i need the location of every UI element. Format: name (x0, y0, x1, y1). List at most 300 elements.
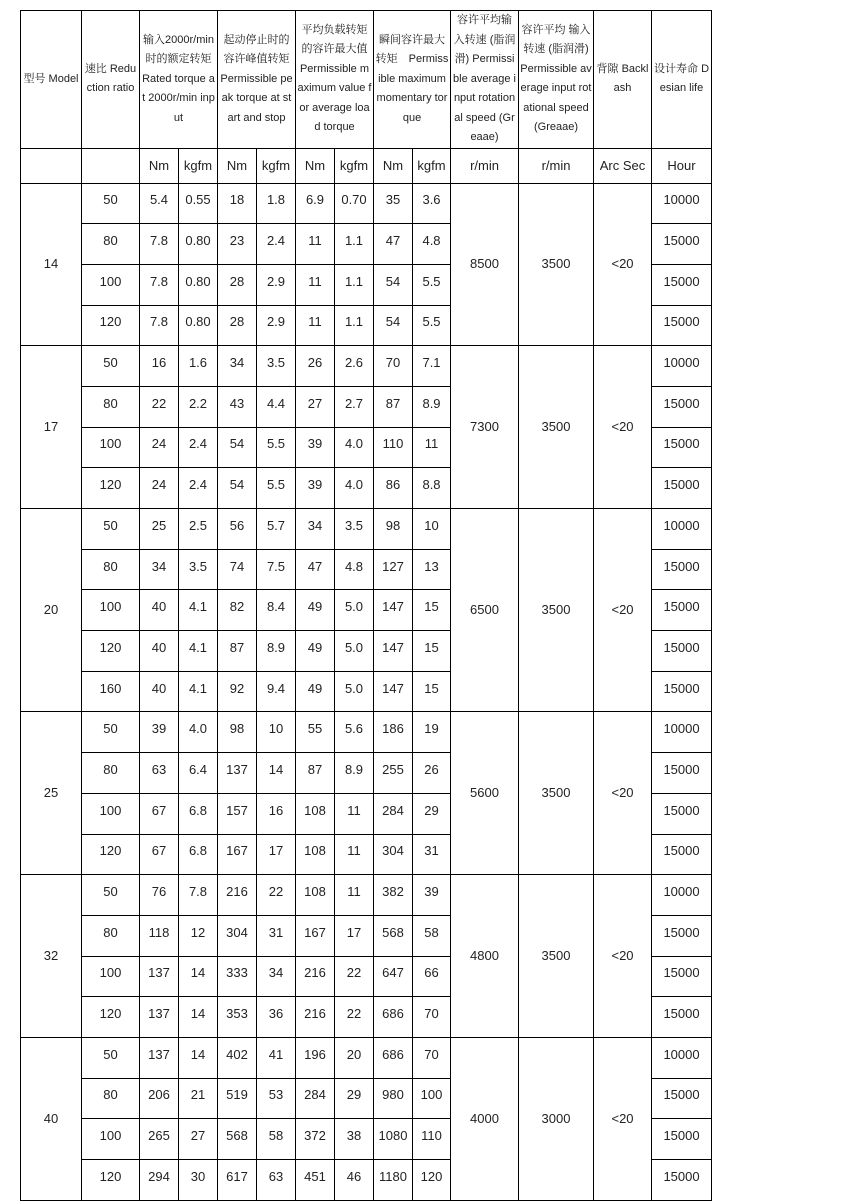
avg-kgfm-cell: 4.8 (335, 549, 374, 590)
mom-nm-cell: 980 (374, 1078, 413, 1119)
avg-kgfm-cell: 22 (335, 997, 374, 1038)
mom-nm-cell: 147 (374, 631, 413, 672)
speed1-cell: 7300 (451, 346, 519, 509)
unit-life: Hour (652, 148, 712, 183)
ratio-cell: 120 (82, 1160, 140, 1201)
design-life-cell: 15000 (652, 1160, 712, 1201)
peak-nm-cell: 18 (218, 183, 257, 224)
backlash-cell: <20 (594, 875, 652, 1038)
unit-backlash: Arc Sec (594, 148, 652, 183)
table-row (21, 346, 712, 387)
rated-kgfm-cell: 2.4 (179, 468, 218, 509)
header-rated-torque: 输入2000r/min 时的额定转矩 Rated torque at 2000r/min input (140, 11, 218, 149)
rated-nm-cell: 265 (140, 1119, 179, 1160)
avg-kgfm-cell: 17 (335, 915, 374, 956)
avg-kgfm-cell: 29 (335, 1078, 374, 1119)
design-life-cell: 15000 (652, 427, 712, 468)
ratio-cell: 100 (82, 1119, 140, 1160)
header-row (21, 11, 712, 149)
mom-nm-cell: 147 (374, 671, 413, 712)
design-life-cell: 15000 (652, 468, 712, 509)
peak-kgfm-cell: 8.4 (257, 590, 296, 631)
avg-nm-cell: 451 (296, 1160, 335, 1201)
rated-nm-cell: 25 (140, 509, 179, 550)
rated-nm-cell: 67 (140, 834, 179, 875)
design-life-cell: 10000 (652, 712, 712, 753)
peak-kgfm-cell: 2.4 (257, 224, 296, 265)
ratio-cell: 100 (82, 956, 140, 997)
mom-kgfm-cell: 10 (413, 509, 451, 550)
peak-kgfm-cell: 2.9 (257, 264, 296, 305)
mom-nm-cell: 382 (374, 875, 413, 916)
peak-nm-cell: 304 (218, 915, 257, 956)
unit-peak-kgfm: kgfm (257, 148, 296, 183)
peak-nm-cell: 333 (218, 956, 257, 997)
ratio-cell: 120 (82, 997, 140, 1038)
peak-nm-cell: 28 (218, 264, 257, 305)
rated-kgfm-cell: 2.2 (179, 386, 218, 427)
mom-kgfm-cell: 58 (413, 915, 451, 956)
mom-nm-cell: 87 (374, 386, 413, 427)
ratio-cell: 160 (82, 671, 140, 712)
ratio-cell: 80 (82, 753, 140, 794)
rated-kgfm-cell: 27 (179, 1119, 218, 1160)
peak-nm-cell: 98 (218, 712, 257, 753)
speed2-cell: 3500 (519, 712, 594, 875)
mom-kgfm-cell: 7.1 (413, 346, 451, 387)
avg-nm-cell: 196 (296, 1037, 335, 1078)
mom-kgfm-cell: 4.8 (413, 224, 451, 265)
avg-nm-cell: 372 (296, 1119, 335, 1160)
rated-kgfm-cell: 14 (179, 956, 218, 997)
rated-nm-cell: 22 (140, 386, 179, 427)
backlash-cell: <20 (594, 183, 652, 346)
mom-nm-cell: 147 (374, 590, 413, 631)
mom-kgfm-cell: 8.8 (413, 468, 451, 509)
avg-nm-cell: 34 (296, 509, 335, 550)
peak-nm-cell: 402 (218, 1037, 257, 1078)
avg-nm-cell: 26 (296, 346, 335, 387)
peak-kgfm-cell: 5.7 (257, 509, 296, 550)
unit-ratio (82, 148, 140, 183)
rated-kgfm-cell: 6.4 (179, 753, 218, 794)
backlash-cell: <20 (594, 346, 652, 509)
header-avg-input-speed-2: 容许平均 输入转速 (脂润滑) Permissible average input rotational speed (Greaae) (519, 11, 594, 149)
design-life-cell: 15000 (652, 1119, 712, 1160)
mom-kgfm-cell: 8.9 (413, 386, 451, 427)
model-cell: 17 (21, 346, 82, 509)
unit-speed-1: r/min (451, 148, 519, 183)
peak-nm-cell: 157 (218, 793, 257, 834)
mom-nm-cell: 686 (374, 1037, 413, 1078)
peak-kgfm-cell: 34 (257, 956, 296, 997)
rated-nm-cell: 34 (140, 549, 179, 590)
speed1-cell: 4000 (451, 1037, 519, 1200)
rated-nm-cell: 40 (140, 590, 179, 631)
rated-nm-cell: 137 (140, 956, 179, 997)
header-design-life: 设计寿命 Desian life (652, 11, 712, 149)
rated-kgfm-cell: 4.1 (179, 631, 218, 672)
rated-nm-cell: 5.4 (140, 183, 179, 224)
ratio-cell: 100 (82, 590, 140, 631)
design-life-cell: 10000 (652, 1037, 712, 1078)
avg-nm-cell: 216 (296, 956, 335, 997)
ratio-cell: 120 (82, 834, 140, 875)
rated-kgfm-cell: 4.1 (179, 671, 218, 712)
peak-nm-cell: 216 (218, 875, 257, 916)
peak-kgfm-cell: 10 (257, 712, 296, 753)
peak-nm-cell: 56 (218, 509, 257, 550)
ratio-cell: 100 (82, 427, 140, 468)
peak-kgfm-cell: 53 (257, 1078, 296, 1119)
mom-nm-cell: 255 (374, 753, 413, 794)
ratio-cell: 50 (82, 509, 140, 550)
table-row (21, 875, 712, 916)
header-avg-input-speed-1: 容许平均输入转速 (脂润滑) Permissible average input rotational speed (Greaae) (451, 11, 519, 149)
avg-nm-cell: 167 (296, 915, 335, 956)
mom-nm-cell: 186 (374, 712, 413, 753)
rated-kgfm-cell: 21 (179, 1078, 218, 1119)
ratio-cell: 50 (82, 712, 140, 753)
avg-kgfm-cell: 11 (335, 793, 374, 834)
rated-kgfm-cell: 1.6 (179, 346, 218, 387)
design-life-cell: 10000 (652, 875, 712, 916)
peak-kgfm-cell: 9.4 (257, 671, 296, 712)
mom-kgfm-cell: 19 (413, 712, 451, 753)
peak-nm-cell: 43 (218, 386, 257, 427)
mom-nm-cell: 1180 (374, 1160, 413, 1201)
peak-kgfm-cell: 36 (257, 997, 296, 1038)
speed2-cell: 3500 (519, 183, 594, 346)
avg-nm-cell: 49 (296, 590, 335, 631)
rated-kgfm-cell: 6.8 (179, 793, 218, 834)
rated-kgfm-cell: 12 (179, 915, 218, 956)
mom-nm-cell: 54 (374, 305, 413, 346)
header-avg-load-torque: 平均负载转矩的容许最大值 Permissible maximum value for average load torque (296, 11, 374, 149)
header-ratio: 速比 Reduction ratio (82, 11, 140, 149)
mom-kgfm-cell: 70 (413, 997, 451, 1038)
mom-nm-cell: 568 (374, 915, 413, 956)
avg-kgfm-cell: 11 (335, 834, 374, 875)
model-cell: 32 (21, 875, 82, 1038)
design-life-cell: 15000 (652, 305, 712, 346)
ratio-cell: 120 (82, 305, 140, 346)
avg-kgfm-cell: 11 (335, 875, 374, 916)
header-momentary-torque: 瞬间容许最大转矩 Permissible maximum momentary torque (374, 11, 451, 149)
rated-nm-cell: 76 (140, 875, 179, 916)
avg-nm-cell: 27 (296, 386, 335, 427)
avg-kgfm-cell: 0.70 (335, 183, 374, 224)
avg-nm-cell: 87 (296, 753, 335, 794)
rated-kgfm-cell: 6.8 (179, 834, 218, 875)
mom-nm-cell: 98 (374, 509, 413, 550)
rated-nm-cell: 40 (140, 671, 179, 712)
avg-kgfm-cell: 5.0 (335, 590, 374, 631)
avg-nm-cell: 11 (296, 264, 335, 305)
avg-kgfm-cell: 20 (335, 1037, 374, 1078)
unit-avg-nm: Nm (296, 148, 335, 183)
ratio-cell: 100 (82, 793, 140, 834)
rated-nm-cell: 24 (140, 468, 179, 509)
unit-peak-nm: Nm (218, 148, 257, 183)
avg-kgfm-cell: 3.5 (335, 509, 374, 550)
peak-nm-cell: 87 (218, 631, 257, 672)
avg-kgfm-cell: 4.0 (335, 427, 374, 468)
unit-mom-kgfm: kgfm (413, 148, 451, 183)
peak-kgfm-cell: 14 (257, 753, 296, 794)
rated-kgfm-cell: 0.80 (179, 264, 218, 305)
unit-rated-kgfm: kgfm (179, 148, 218, 183)
rated-nm-cell: 7.8 (140, 224, 179, 265)
avg-kgfm-cell: 22 (335, 956, 374, 997)
speed1-cell: 5600 (451, 712, 519, 875)
rated-kgfm-cell: 30 (179, 1160, 218, 1201)
avg-nm-cell: 55 (296, 712, 335, 753)
rated-nm-cell: 118 (140, 915, 179, 956)
mom-nm-cell: 47 (374, 224, 413, 265)
avg-nm-cell: 216 (296, 997, 335, 1038)
mom-nm-cell: 35 (374, 183, 413, 224)
rated-nm-cell: 63 (140, 753, 179, 794)
mom-kgfm-cell: 15 (413, 631, 451, 672)
peak-kgfm-cell: 4.4 (257, 386, 296, 427)
peak-kgfm-cell: 3.5 (257, 346, 296, 387)
unit-avg-kgfm: kgfm (335, 148, 374, 183)
mom-nm-cell: 1080 (374, 1119, 413, 1160)
mom-kgfm-cell: 11 (413, 427, 451, 468)
peak-kgfm-cell: 2.9 (257, 305, 296, 346)
table-row (21, 509, 712, 550)
peak-nm-cell: 353 (218, 997, 257, 1038)
design-life-cell: 10000 (652, 346, 712, 387)
ratio-cell: 80 (82, 1078, 140, 1119)
rated-nm-cell: 7.8 (140, 305, 179, 346)
mom-kgfm-cell: 29 (413, 793, 451, 834)
avg-nm-cell: 108 (296, 834, 335, 875)
peak-nm-cell: 519 (218, 1078, 257, 1119)
mom-kgfm-cell: 110 (413, 1119, 451, 1160)
mom-kgfm-cell: 26 (413, 753, 451, 794)
design-life-cell: 15000 (652, 793, 712, 834)
mom-kgfm-cell: 100 (413, 1078, 451, 1119)
spec-table-body (21, 11, 712, 1201)
mom-kgfm-cell: 70 (413, 1037, 451, 1078)
mom-kgfm-cell: 15 (413, 590, 451, 631)
design-life-cell: 10000 (652, 183, 712, 224)
table-row (21, 1037, 712, 1078)
design-life-cell: 15000 (652, 956, 712, 997)
header-peak-torque: 起动停止时的容许峰值转矩 Permissible peak torque at start and stop (218, 11, 296, 149)
rated-nm-cell: 137 (140, 1037, 179, 1078)
ratio-cell: 80 (82, 549, 140, 590)
rated-kgfm-cell: 0.80 (179, 224, 218, 265)
rated-nm-cell: 40 (140, 631, 179, 672)
design-life-cell: 15000 (652, 590, 712, 631)
peak-kgfm-cell: 63 (257, 1160, 296, 1201)
mom-nm-cell: 86 (374, 468, 413, 509)
rated-nm-cell: 67 (140, 793, 179, 834)
rated-kgfm-cell: 0.55 (179, 183, 218, 224)
model-cell: 40 (21, 1037, 82, 1200)
mom-kgfm-cell: 5.5 (413, 305, 451, 346)
ratio-cell: 120 (82, 631, 140, 672)
peak-kgfm-cell: 31 (257, 915, 296, 956)
avg-nm-cell: 49 (296, 671, 335, 712)
speed1-cell: 4800 (451, 875, 519, 1038)
peak-nm-cell: 28 (218, 305, 257, 346)
avg-kgfm-cell: 5.0 (335, 671, 374, 712)
speed2-cell: 3500 (519, 509, 594, 712)
ratio-cell: 120 (82, 468, 140, 509)
unit-rated-nm: Nm (140, 148, 179, 183)
ratio-cell: 50 (82, 1037, 140, 1078)
mom-nm-cell: 304 (374, 834, 413, 875)
ratio-cell: 80 (82, 915, 140, 956)
design-life-cell: 15000 (652, 997, 712, 1038)
mom-kgfm-cell: 5.5 (413, 264, 451, 305)
mom-kgfm-cell: 15 (413, 671, 451, 712)
rated-nm-cell: 16 (140, 346, 179, 387)
peak-nm-cell: 54 (218, 427, 257, 468)
rated-nm-cell: 206 (140, 1078, 179, 1119)
avg-kgfm-cell: 4.0 (335, 468, 374, 509)
mom-nm-cell: 647 (374, 956, 413, 997)
mom-nm-cell: 686 (374, 997, 413, 1038)
backlash-cell: <20 (594, 509, 652, 712)
rated-kgfm-cell: 3.5 (179, 549, 218, 590)
design-life-cell: 15000 (652, 915, 712, 956)
unit-mom-nm: Nm (374, 148, 413, 183)
speed1-cell: 8500 (451, 183, 519, 346)
peak-kgfm-cell: 16 (257, 793, 296, 834)
rated-nm-cell: 294 (140, 1160, 179, 1201)
model-cell: 20 (21, 509, 82, 712)
model-cell: 14 (21, 183, 82, 346)
rated-nm-cell: 137 (140, 997, 179, 1038)
rated-kgfm-cell: 2.5 (179, 509, 218, 550)
avg-kgfm-cell: 2.6 (335, 346, 374, 387)
peak-nm-cell: 82 (218, 590, 257, 631)
design-life-cell: 10000 (652, 509, 712, 550)
avg-nm-cell: 49 (296, 631, 335, 672)
peak-kgfm-cell: 17 (257, 834, 296, 875)
peak-nm-cell: 617 (218, 1160, 257, 1201)
avg-kgfm-cell: 5.0 (335, 631, 374, 672)
design-life-cell: 15000 (652, 264, 712, 305)
ratio-cell: 50 (82, 875, 140, 916)
ratio-cell: 50 (82, 346, 140, 387)
rated-kgfm-cell: 4.0 (179, 712, 218, 753)
rated-kgfm-cell: 4.1 (179, 590, 218, 631)
avg-kgfm-cell: 1.1 (335, 224, 374, 265)
design-life-cell: 15000 (652, 386, 712, 427)
design-life-cell: 15000 (652, 753, 712, 794)
avg-nm-cell: 108 (296, 793, 335, 834)
avg-kgfm-cell: 1.1 (335, 305, 374, 346)
avg-kgfm-cell: 2.7 (335, 386, 374, 427)
rated-nm-cell: 7.8 (140, 264, 179, 305)
mom-kgfm-cell: 31 (413, 834, 451, 875)
rated-nm-cell: 39 (140, 712, 179, 753)
table-row (21, 183, 712, 224)
ratio-cell: 80 (82, 386, 140, 427)
ratio-cell: 50 (82, 183, 140, 224)
peak-nm-cell: 167 (218, 834, 257, 875)
speed2-cell: 3000 (519, 1037, 594, 1200)
peak-nm-cell: 74 (218, 549, 257, 590)
peak-kgfm-cell: 22 (257, 875, 296, 916)
peak-kgfm-cell: 7.5 (257, 549, 296, 590)
unit-model (21, 148, 82, 183)
peak-nm-cell: 23 (218, 224, 257, 265)
avg-kgfm-cell: 38 (335, 1119, 374, 1160)
peak-kgfm-cell: 41 (257, 1037, 296, 1078)
rated-kgfm-cell: 0.80 (179, 305, 218, 346)
ratio-cell: 80 (82, 224, 140, 265)
peak-nm-cell: 137 (218, 753, 257, 794)
rated-kgfm-cell: 2.4 (179, 427, 218, 468)
table-row (21, 712, 712, 753)
rated-kgfm-cell: 14 (179, 997, 218, 1038)
mom-nm-cell: 70 (374, 346, 413, 387)
header-model: 型号 Model (21, 11, 82, 149)
rated-kgfm-cell: 14 (179, 1037, 218, 1078)
peak-kgfm-cell: 1.8 (257, 183, 296, 224)
unit-speed-2: r/min (519, 148, 594, 183)
peak-kgfm-cell: 5.5 (257, 427, 296, 468)
avg-nm-cell: 11 (296, 305, 335, 346)
mom-kgfm-cell: 120 (413, 1160, 451, 1201)
design-life-cell: 15000 (652, 549, 712, 590)
mom-nm-cell: 127 (374, 549, 413, 590)
design-life-cell: 15000 (652, 834, 712, 875)
units-row (21, 148, 712, 183)
peak-kgfm-cell: 58 (257, 1119, 296, 1160)
mom-nm-cell: 284 (374, 793, 413, 834)
avg-kgfm-cell: 5.6 (335, 712, 374, 753)
ratio-cell: 100 (82, 264, 140, 305)
speed2-cell: 3500 (519, 346, 594, 509)
avg-kgfm-cell: 1.1 (335, 264, 374, 305)
peak-nm-cell: 34 (218, 346, 257, 387)
design-life-cell: 15000 (652, 1078, 712, 1119)
design-life-cell: 15000 (652, 631, 712, 672)
spec-table (20, 10, 712, 1201)
design-life-cell: 15000 (652, 224, 712, 265)
mom-nm-cell: 54 (374, 264, 413, 305)
speed2-cell: 3500 (519, 875, 594, 1038)
peak-kgfm-cell: 8.9 (257, 631, 296, 672)
header-backlash: 背隙 Backlash (594, 11, 652, 149)
peak-kgfm-cell: 5.5 (257, 468, 296, 509)
avg-nm-cell: 39 (296, 468, 335, 509)
speed1-cell: 6500 (451, 509, 519, 712)
peak-nm-cell: 54 (218, 468, 257, 509)
rated-kgfm-cell: 7.8 (179, 875, 218, 916)
avg-kgfm-cell: 8.9 (335, 753, 374, 794)
avg-nm-cell: 11 (296, 224, 335, 265)
avg-kgfm-cell: 46 (335, 1160, 374, 1201)
backlash-cell: <20 (594, 1037, 652, 1200)
rated-nm-cell: 24 (140, 427, 179, 468)
peak-nm-cell: 92 (218, 671, 257, 712)
mom-kgfm-cell: 3.6 (413, 183, 451, 224)
backlash-cell: <20 (594, 712, 652, 875)
avg-nm-cell: 284 (296, 1078, 335, 1119)
avg-nm-cell: 47 (296, 549, 335, 590)
model-cell: 25 (21, 712, 82, 875)
avg-nm-cell: 39 (296, 427, 335, 468)
